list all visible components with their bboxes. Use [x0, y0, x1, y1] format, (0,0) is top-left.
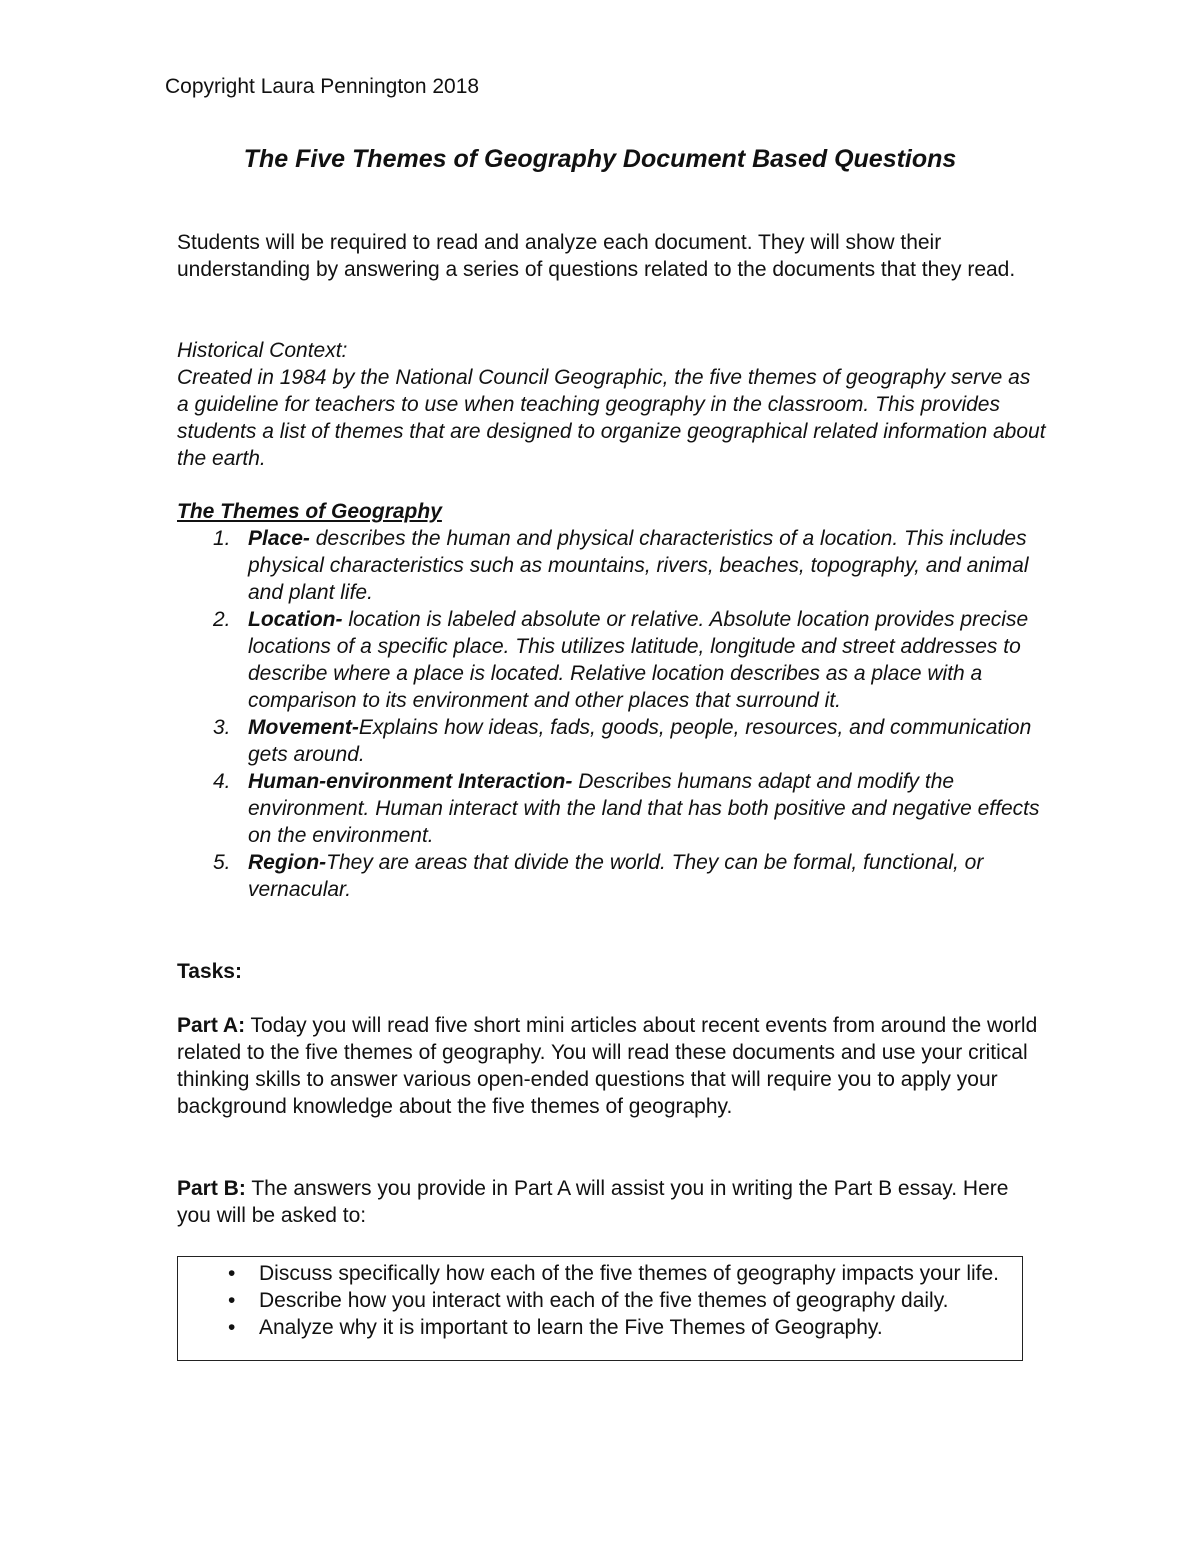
theme-description: describes the human and physical characteristics of a location. This includes physical characteristics such as mountains, rivers, beaches, topography, and animal and plant life.	[248, 527, 1029, 604]
tasks-section	[177, 958, 1047, 1120]
theme-item-region	[177, 849, 1047, 903]
essay-prompts-box	[177, 1256, 1023, 1361]
themes-section	[177, 498, 1047, 903]
part-b-label: Part B:	[177, 1177, 246, 1200]
theme-description: They are areas that divide the world. They can be formal, functional, or vernacular.	[248, 851, 984, 901]
essay-prompt-item	[178, 1314, 1022, 1341]
themes-heading: The Themes of Geography	[177, 500, 442, 523]
document-title: The Five Themes of Geography Document Based Questions	[243, 145, 957, 173]
theme-item-movement	[177, 714, 1047, 768]
theme-item-human-environment-interaction	[177, 768, 1047, 849]
bullet-icon: •	[228, 1262, 236, 1285]
theme-number: 5.	[213, 851, 231, 874]
theme-description: location is labeled absolute or relative. Absolute location provides precise locations of a specific place. This utilizes latitude, longitude and street addresses to describe where a place is located. Relative location describes as a place with a comparison to its environment and other places that surround it.	[248, 608, 1029, 712]
essay-prompt-text: Discuss specifically how each of the five themes of geography impacts your life.	[259, 1262, 1000, 1285]
theme-term: Location-	[248, 608, 343, 631]
bullet-icon: •	[228, 1316, 236, 1339]
theme-term: Place-	[248, 527, 310, 550]
copyright-notice: Copyright Laura Pennington 2018	[165, 75, 480, 98]
essay-prompts-list	[178, 1257, 1022, 1341]
intro-paragraph: Students will be required to read and analyze each document. They will show their understanding by answering a series of questions related to the documents that they read.	[177, 231, 1016, 281]
context-text: Created in 1984 by the National Council Geographic, the five themes of geography serve as a guideline for teachers to use when teaching geography in the classroom. This provides students a list of themes that are designed to organize geographical related information about the earth.	[177, 366, 1046, 470]
theme-description: Explains how ideas, fads, goods, people, resources, and communication gets around.	[248, 716, 1032, 766]
essay-prompt-item	[178, 1287, 1022, 1314]
tasks-heading: Tasks:	[177, 960, 242, 983]
part-a-label: Part A:	[177, 1014, 246, 1037]
theme-term: Human-environment Interaction-	[248, 770, 573, 793]
context-label: Historical Context:	[177, 339, 348, 362]
theme-number: 2.	[213, 608, 231, 631]
historical-context	[177, 337, 1047, 472]
theme-item-location	[177, 606, 1047, 714]
theme-term: Movement-	[248, 716, 359, 739]
theme-description: Describes humans adapt and modify the environment. Human interact with the land that has both positive and negative effects on the environment.	[248, 770, 1040, 847]
essay-prompt-item	[178, 1260, 1022, 1287]
part-a-paragraph	[177, 1012, 1047, 1120]
bullet-icon: •	[228, 1289, 236, 1312]
essay-prompt-text: Describe how you interact with each of the five themes of geography daily.	[259, 1289, 949, 1312]
theme-term: Region-	[248, 851, 327, 874]
part-b-text: The answers you provide in Part A will assist you in writing the Part B essay. Here you will be asked to:	[177, 1177, 1009, 1227]
part-b-paragraph	[177, 1175, 1047, 1229]
theme-item-place	[177, 525, 1047, 606]
themes-list	[177, 525, 1047, 903]
theme-number: 4.	[213, 770, 231, 793]
theme-number: 1.	[213, 527, 231, 550]
theme-number: 3.	[213, 716, 231, 739]
part-a-text: Today you will read five short mini articles about recent events from around the world related to the five themes of geography. You will read these documents and use your critical thinking skills to answer various open-ended questions that will require you to apply your background knowledge about the five themes of geography.	[177, 1014, 1038, 1118]
essay-prompt-text: Analyze why it is important to learn the Five Themes of Geography.	[259, 1316, 883, 1339]
